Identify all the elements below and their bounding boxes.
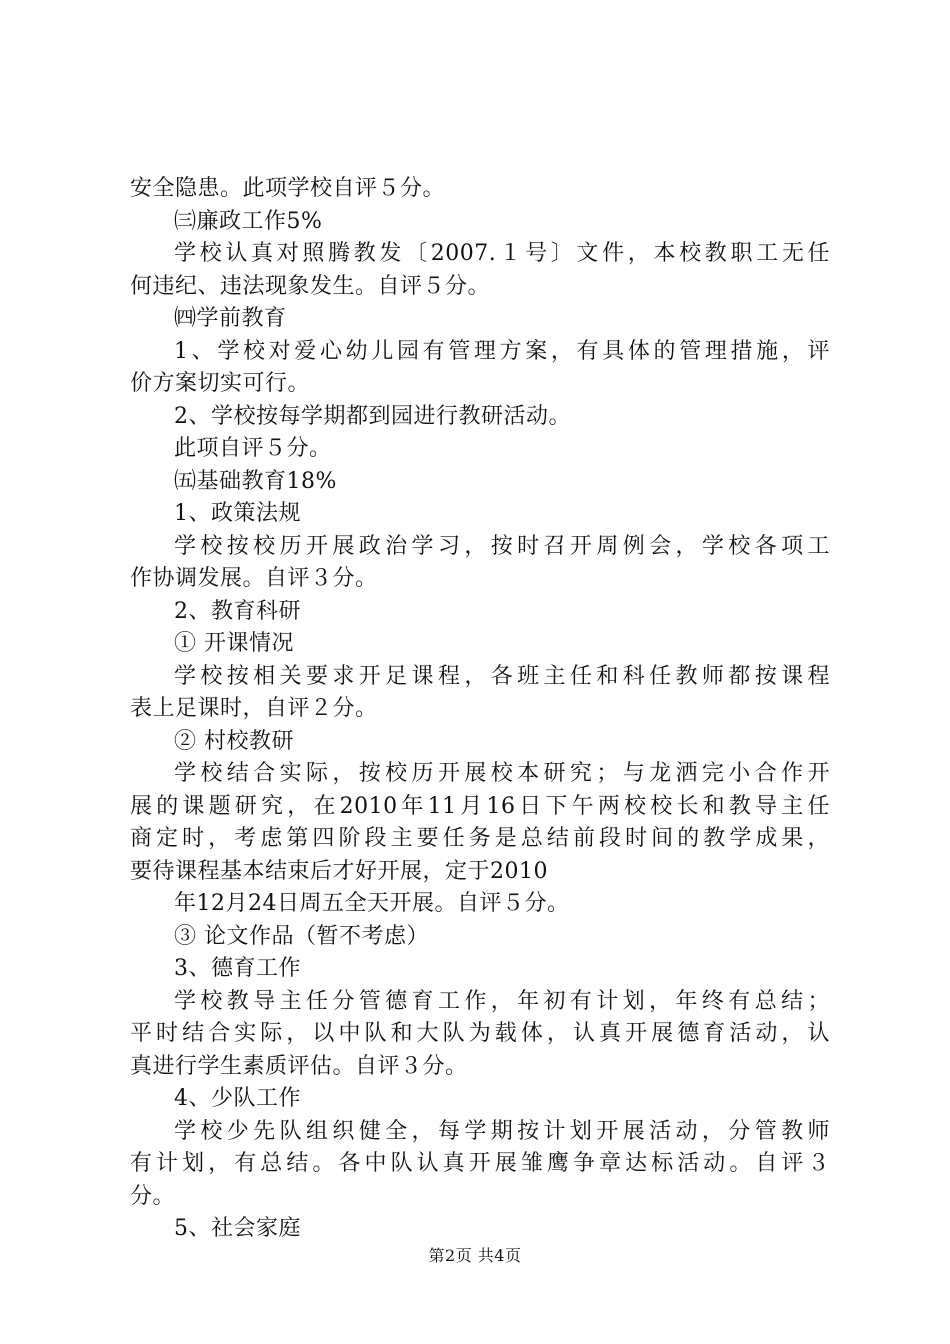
text-line: 学校按校历开展政治学习，按时召开周例会，学校各项工 [174,533,830,559]
text-line: 真进行学生素质评估。自评３分。 [130,1053,468,1079]
text-line: 2、学校按每学期都到园进行教研活动。 [174,403,571,429]
text-line: 学校结合实际，按校历开展校本研究；与龙洒完小合作开 [174,761,830,786]
text-line: 年12月24日周五全天开展。自评５分。 [174,891,570,916]
text-line: 3、德育工作 [174,956,301,981]
text-line: ② 村校教研 [174,728,294,754]
document-body [130,173,830,1246]
text-line: 学校按相关要求开足课程，各班主任和科任教师都按课程 [174,663,830,689]
text-line: 要待课程基本结束后才好开展，定于2010 [130,858,548,884]
text-line: ③ 论文作品（暂不考虑） [174,923,429,949]
text-line: 4、少队工作 [174,1086,301,1111]
text-line: 表上足课时，自评２分。 [130,696,378,721]
text-line: 分。 [130,1183,176,1209]
page-footer: 第2页 共4页 [428,1246,522,1265]
text-line: 平时结合实际，以中队和大队为载体，认真开展德育活动，认 [130,1021,830,1046]
text-line: 学校认真对照腾教发〔2007.１号〕文件，本校教职工无任 [174,241,830,266]
text-line: ㈤基础教育18% [174,468,337,494]
text-line: 5、社会家庭 [174,1216,301,1241]
text-line: 展的课题研究，在2010年11月16日下午两校校长和教导主任 [130,793,830,819]
text-line: 1、政策法规 [174,501,301,526]
text-line: 价方案切实可行。 [130,371,311,396]
text-line: 何违纪、违法现象发生。自评５分。 [130,273,491,299]
text-line: ㈣学前教育 [174,306,287,331]
text-line: 1、学校对爱心幼儿园有管理方案，有具体的管理措施，评 [174,338,830,364]
text-line: 作协调发展。自评３分。 [130,566,378,591]
text-line: ① 开课情况 [174,631,294,656]
text-line: 有计划，有总结。各中队认真开展雏鹰争章达标活动。自评３ [130,1151,830,1176]
text-line: 安全隐患。此项学校自评５分。 [130,176,446,201]
text-line: 学校少先队组织健全，每学期按计划开展活动，分管教师 [174,1118,830,1144]
text-line: 商定时，考虑第四阶段主要任务是总结前段时间的教学成果， [130,826,830,851]
text-line: 此项自评５分。 [174,436,332,461]
text-line: ㈢廉政工作5% [174,208,323,234]
text-line: 2、教育科研 [174,598,301,624]
text-line: 学校教导主任分管德育工作，年初有计划，年终有总结； [174,988,830,1014]
